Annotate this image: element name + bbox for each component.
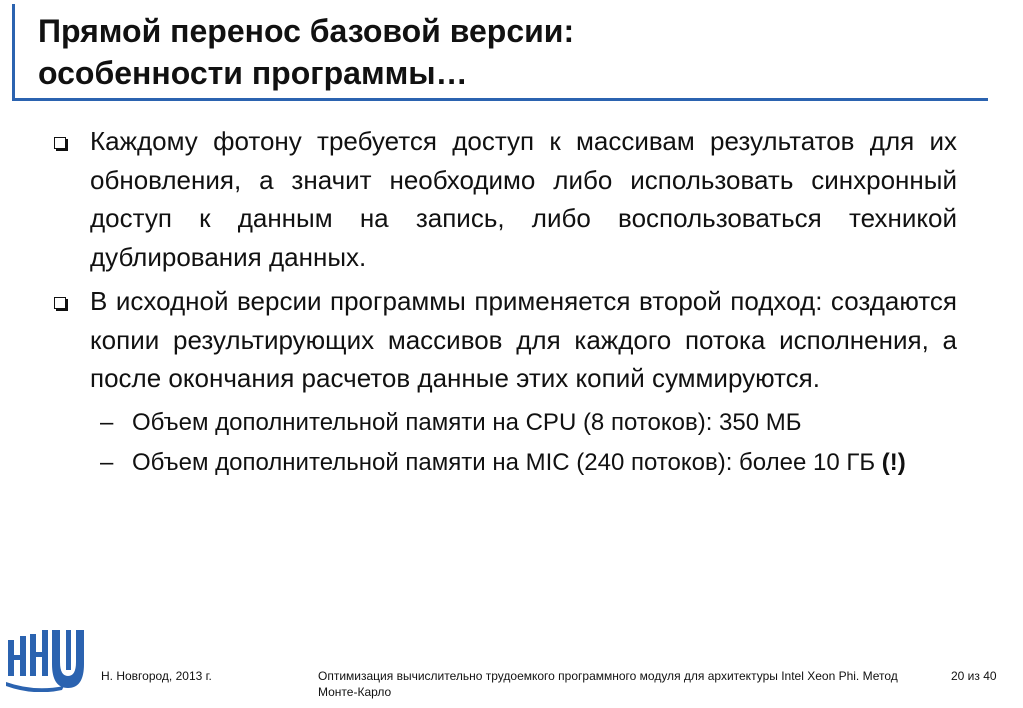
title-accent-line-horizontal	[12, 98, 988, 101]
title-line-1: Прямой перенос базовой версии:	[38, 13, 575, 49]
sub-bullet-emphasis: (!)	[881, 448, 906, 476]
university-logo-icon	[4, 628, 88, 692]
page-title	[38, 10, 968, 94]
title-line-2: особенности программы…	[38, 55, 468, 91]
title-accent-line-vertical	[12, 4, 15, 100]
bullet-text: В исходной версии программы применяется второй подход: создаются копии результирующих массивов для каждого потока исполнения, а после окончания расчетов данные этих копий суммируются.	[90, 286, 957, 393]
sub-bullet-text: Объем дополнительной памяти на MIC (240 потоков): более 10 ГБ	[132, 448, 882, 476]
footer-course-title: Оптимизация вычислительно трудоемкого программного модуля для архитектуры Intel Xeon Phi. Метод Монте-Карло	[318, 669, 898, 699]
sub-bullet-text: Объем дополнительной памяти на CPU (8 потоков): 350 МБ	[132, 408, 802, 436]
sub-bullet-item	[52, 444, 957, 482]
dash-marker: –	[100, 408, 114, 436]
footer-location-date: Н. Новгород, 2013 г.	[101, 669, 212, 683]
slide-body	[52, 122, 957, 482]
bullet-item	[52, 282, 957, 398]
bullet-text: Каждому фотону требуется доступ к массивам результатов для их обновления, а значит необходимо либо использовать синхронный доступ к данным на запись, либо воспользоваться техникой дублирования данных.	[90, 126, 957, 272]
checkbox-bullet-icon	[54, 137, 66, 149]
checkbox-bullet-icon	[54, 297, 66, 309]
dash-marker: –	[100, 448, 114, 476]
bullet-item	[52, 122, 957, 276]
page-number: 20 из 40	[951, 669, 997, 683]
sub-bullet-item	[52, 404, 957, 442]
